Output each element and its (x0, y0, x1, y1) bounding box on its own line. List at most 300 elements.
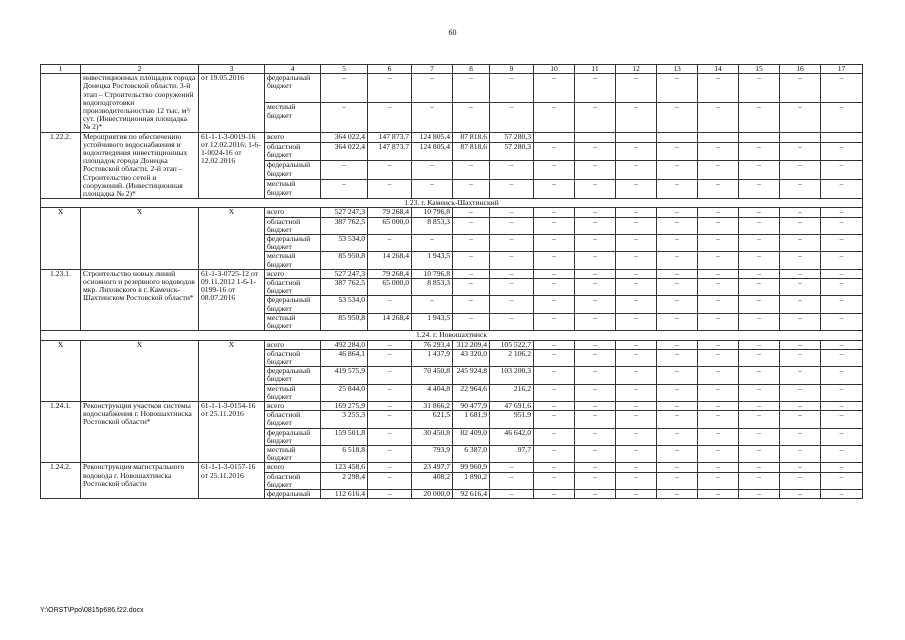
funding-source: всего (265, 132, 321, 142)
amount-cell: – (368, 445, 412, 462)
amount-cell: – (534, 313, 575, 330)
amount-cell: – (534, 489, 575, 498)
amount-cell: – (780, 313, 821, 330)
amount-cell: – (575, 142, 616, 161)
amount-cell: – (739, 313, 780, 330)
amount-cell: – (821, 103, 863, 132)
amount-cell: – (575, 384, 616, 401)
amount-cell: – (490, 463, 534, 472)
amount-cell: – (698, 217, 739, 234)
amount-cell: – (780, 367, 821, 384)
amount-cell: 124 805,4 (412, 142, 453, 161)
amount-cell: – (534, 367, 575, 384)
amount-cell (821, 132, 863, 142)
amount-cell (780, 132, 821, 142)
amount-cell: – (698, 313, 739, 330)
amount-cell: – (575, 428, 616, 445)
amount-cell: – (616, 489, 657, 498)
amount-cell: – (534, 296, 575, 313)
amount-cell: – (821, 252, 863, 269)
amount-cell: – (453, 217, 490, 234)
funding-source: местный бюджет (265, 180, 321, 199)
amount-cell: – (534, 252, 575, 269)
amount-cell: 99 960,9 (453, 463, 490, 472)
item-description: Х (81, 208, 199, 269)
amount-cell: – (490, 208, 534, 217)
amount-cell: – (575, 103, 616, 132)
amount-cell: 25 844,0 (321, 384, 368, 401)
amount-cell: – (739, 252, 780, 269)
amount-cell: – (534, 103, 575, 132)
amount-cell: – (780, 428, 821, 445)
funding-source: областной бюджет (265, 217, 321, 234)
amount-cell: 216,2 (490, 384, 534, 401)
amount-cell: 2 106,2 (490, 349, 534, 366)
amount-cell: 46 642,0 (490, 428, 534, 445)
amount-cell: – (739, 296, 780, 313)
amount-cell: – (490, 472, 534, 489)
amount-cell: – (490, 489, 534, 498)
amount-cell: 22 964,6 (453, 384, 490, 401)
amount-cell: – (821, 180, 863, 199)
amount-cell: 112 616,4 (321, 489, 368, 498)
amount-cell: 364 022,4 (321, 142, 368, 161)
amount-cell: 90 477,9 (453, 401, 490, 410)
amount-cell: – (739, 384, 780, 401)
amount-cell: – (534, 180, 575, 199)
amount-cell: – (780, 349, 821, 366)
amount-cell: – (490, 180, 534, 199)
amount-cell: – (616, 103, 657, 132)
amount-cell: – (739, 208, 780, 217)
amount-cell: – (453, 279, 490, 296)
funding-source: федеральный бюджет (265, 74, 321, 103)
amount-cell: – (368, 103, 412, 132)
amount-cell: – (698, 74, 739, 103)
amount-cell: – (616, 463, 657, 472)
amount-cell: – (698, 411, 739, 428)
amount-cell: – (780, 472, 821, 489)
table-row (41, 132, 863, 142)
col-header: 3 (199, 65, 265, 74)
amount-cell: – (739, 217, 780, 234)
amount-cell: – (780, 103, 821, 132)
col-header: 1 (41, 65, 81, 74)
amount-cell: 31 866,2 (412, 401, 453, 410)
amount-cell: – (616, 313, 657, 330)
amount-cell: – (657, 463, 698, 472)
funding-source: местный бюджет (265, 252, 321, 269)
amount-cell (534, 132, 575, 142)
amount-cell: – (368, 349, 412, 366)
amount-cell (575, 132, 616, 142)
col-header: 12 (616, 65, 657, 74)
col-header: 16 (780, 65, 821, 74)
amount-cell: 57 280,3 (490, 132, 534, 142)
item-description: Реконструкция участков системы водоснабжения г. Новошахтинска Ростовской области* (81, 401, 199, 462)
amount-cell: 6 518,8 (321, 445, 368, 462)
amount-cell: – (534, 472, 575, 489)
amount-cell: – (780, 463, 821, 472)
amount-cell: – (368, 489, 412, 498)
amount-cell: – (780, 296, 821, 313)
amount-cell: 47 691,6 (490, 401, 534, 410)
amount-cell: – (321, 74, 368, 103)
amount-cell: – (575, 296, 616, 313)
funding-source: федеральный бюджет (265, 296, 321, 313)
amount-cell: – (575, 349, 616, 366)
amount-cell: – (739, 161, 780, 180)
amount-cell: 419 575,9 (321, 367, 368, 384)
amount-cell: – (412, 235, 453, 252)
amount-cell: – (657, 313, 698, 330)
amount-cell: – (412, 103, 453, 132)
amount-cell: – (780, 401, 821, 410)
amount-cell: – (657, 161, 698, 180)
amount-cell: – (698, 296, 739, 313)
amount-cell: – (616, 411, 657, 428)
amount-cell: – (453, 296, 490, 313)
amount-cell: – (575, 252, 616, 269)
amount-cell: – (575, 208, 616, 217)
amount-cell: – (698, 489, 739, 498)
amount-cell: 85 950,8 (321, 252, 368, 269)
funding-source: местный бюджет (265, 103, 321, 132)
amount-cell: – (698, 103, 739, 132)
amount-cell: – (698, 472, 739, 489)
amount-cell: 103 200,3 (490, 367, 534, 384)
amount-cell: – (575, 180, 616, 199)
amount-cell: – (739, 74, 780, 103)
document-reference: 61-1-1-3-0157-16 от 25.11.2016 (199, 463, 265, 499)
amount-cell: 43 320,0 (453, 349, 490, 366)
amount-cell: 1 943,5 (412, 252, 453, 269)
amount-cell: – (657, 401, 698, 410)
document-reference: Х (199, 340, 265, 401)
amount-cell: 169 275,9 (321, 401, 368, 410)
amount-cell: – (780, 235, 821, 252)
amount-cell: 1 681,9 (453, 411, 490, 428)
amount-cell: 951,9 (490, 411, 534, 428)
amount-cell: – (534, 384, 575, 401)
amount-cell: – (616, 161, 657, 180)
funding-source: всего (265, 269, 321, 278)
amount-cell: – (739, 180, 780, 199)
amount-cell: – (739, 235, 780, 252)
amount-cell: – (657, 252, 698, 269)
amount-cell: – (368, 401, 412, 410)
amount-cell: – (657, 296, 698, 313)
amount-cell: – (534, 142, 575, 161)
amount-cell: – (453, 208, 490, 217)
amount-cell: – (698, 445, 739, 462)
funding-source: областной бюджет (265, 472, 321, 489)
amount-cell: – (368, 74, 412, 103)
amount-cell: – (821, 74, 863, 103)
funding-source: областной бюджет (265, 279, 321, 296)
amount-cell: – (490, 269, 534, 278)
table-row (41, 208, 863, 217)
amount-cell: 76 293,4 (412, 340, 453, 349)
funding-source: всего (265, 463, 321, 472)
amount-cell: – (490, 235, 534, 252)
table-row (41, 269, 863, 278)
amount-cell: 14 268,4 (368, 313, 412, 330)
amount-cell: – (534, 217, 575, 234)
amount-cell: – (657, 367, 698, 384)
amount-cell: 1 890,2 (453, 472, 490, 489)
funding-source: федеральный (265, 489, 321, 498)
amount-cell: – (739, 463, 780, 472)
amount-cell: – (490, 217, 534, 234)
funding-source: всего (265, 208, 321, 217)
amount-cell: 53 534,0 (321, 296, 368, 313)
amount-cell: 527 247,3 (321, 269, 368, 278)
amount-cell: – (490, 279, 534, 296)
amount-cell: – (616, 208, 657, 217)
amount-cell: – (534, 349, 575, 366)
amount-cell: – (616, 269, 657, 278)
amount-cell: – (780, 489, 821, 498)
amount-cell: – (821, 142, 863, 161)
amount-cell: – (780, 252, 821, 269)
col-header: 14 (698, 65, 739, 74)
amount-cell: – (534, 161, 575, 180)
funding-source: областной бюджет (265, 142, 321, 161)
header-row (41, 65, 863, 74)
amount-cell: – (739, 445, 780, 462)
funding-source: федеральный бюджет (265, 367, 321, 384)
amount-cell: – (698, 161, 739, 180)
amount-cell: – (616, 445, 657, 462)
amount-cell: – (821, 411, 863, 428)
amount-cell (657, 132, 698, 142)
amount-cell: – (698, 367, 739, 384)
amount-cell: 159 501,8 (321, 428, 368, 445)
amount-cell: – (575, 313, 616, 330)
col-header: 9 (490, 65, 534, 74)
amount-cell (698, 132, 739, 142)
budget-table (40, 64, 863, 499)
col-header: 2 (81, 65, 199, 74)
amount-cell: 79 268,4 (368, 208, 412, 217)
amount-cell: – (821, 445, 863, 462)
amount-cell: – (616, 428, 657, 445)
amount-cell: – (657, 411, 698, 428)
amount-cell: 124 805,4 (412, 132, 453, 142)
amount-cell: – (821, 208, 863, 217)
section-heading: 1.23. г. Каменск-Шахтинский (41, 199, 863, 208)
col-header: 6 (368, 65, 412, 74)
amount-cell: – (575, 401, 616, 410)
amount-cell: – (368, 472, 412, 489)
amount-cell: – (616, 217, 657, 234)
amount-cell: – (698, 252, 739, 269)
amount-cell: – (453, 103, 490, 132)
amount-cell: 387 762,5 (321, 279, 368, 296)
item-description: Мероприятия по обеспечению устойчивого водоснабжения и водоотведения инвестиционных площадок города Донецка Ростовской области. 2-й этап – Строительство сетей и сооружений. (Инвестиционная площадка № 2)* (81, 132, 199, 199)
amount-cell: – (657, 142, 698, 161)
amount-cell: – (821, 472, 863, 489)
item-description: инвестиционных площадок города Донецка Ростовской области. 3-й этап – Строительство сооружений водоподготовки производительностью 12 тыс. м³/сут. (Инвестиционная площадка № 2)* (81, 74, 199, 132)
col-header: 13 (657, 65, 698, 74)
table-row (41, 340, 863, 349)
table-row (41, 463, 863, 472)
amount-cell: 10 796,8 (412, 269, 453, 278)
col-header: 8 (453, 65, 490, 74)
amount-cell: – (698, 208, 739, 217)
amount-cell: – (575, 235, 616, 252)
amount-cell: 408,2 (412, 472, 453, 489)
amount-cell: – (657, 349, 698, 366)
amount-cell: – (368, 161, 412, 180)
amount-cell: – (780, 445, 821, 462)
amount-cell: – (616, 142, 657, 161)
item-number: 1.23.1. (41, 269, 81, 330)
amount-cell: – (780, 142, 821, 161)
amount-cell: – (657, 445, 698, 462)
funding-source: местный бюджет (265, 384, 321, 401)
amount-cell: 79 268,4 (368, 269, 412, 278)
amount-cell: – (780, 217, 821, 234)
amount-cell: – (739, 428, 780, 445)
amount-cell: – (575, 340, 616, 349)
amount-cell: 46 864,1 (321, 349, 368, 366)
amount-cell: – (534, 235, 575, 252)
amount-cell: – (698, 463, 739, 472)
amount-cell: – (575, 472, 616, 489)
amount-cell: – (821, 313, 863, 330)
amount-cell: – (616, 472, 657, 489)
amount-cell: – (657, 384, 698, 401)
amount-cell: 70 450,8 (412, 367, 453, 384)
document-reference: 61-1-1-3-0019-16 от 12.02.2016; 1-6-1-0024-16 от 12.02.2016 (199, 132, 265, 199)
amount-cell: – (616, 279, 657, 296)
amount-cell: – (453, 252, 490, 269)
amount-cell: 312 209,4 (453, 340, 490, 349)
amount-cell: – (368, 235, 412, 252)
amount-cell: – (821, 235, 863, 252)
page-number: 60 (448, 28, 457, 37)
col-header: 4 (265, 65, 321, 74)
amount-cell: – (412, 296, 453, 313)
amount-cell: – (575, 489, 616, 498)
funding-source: местный бюджет (265, 445, 321, 462)
amount-cell: – (616, 340, 657, 349)
amount-cell: – (321, 103, 368, 132)
amount-cell: 1 437,9 (412, 349, 453, 366)
amount-cell: – (780, 279, 821, 296)
amount-cell: – (321, 161, 368, 180)
amount-cell: – (453, 74, 490, 103)
amount-cell: – (490, 161, 534, 180)
amount-cell: – (575, 445, 616, 462)
amount-cell: – (412, 74, 453, 103)
amount-cell: – (616, 296, 657, 313)
amount-cell: 147 873,7 (368, 132, 412, 142)
funding-source: всего (265, 401, 321, 410)
amount-cell: – (616, 74, 657, 103)
amount-cell: – (412, 161, 453, 180)
amount-cell: 4 404,8 (412, 384, 453, 401)
amount-cell: – (368, 340, 412, 349)
amount-cell: 23 497,7 (412, 463, 453, 472)
amount-cell: 65 000,0 (368, 217, 412, 234)
amount-cell: 14 268,4 (368, 252, 412, 269)
amount-cell: 364 022,4 (321, 132, 368, 142)
amount-cell: – (739, 411, 780, 428)
amount-cell: – (657, 269, 698, 278)
amount-cell: – (534, 269, 575, 278)
funding-source: федеральный бюджет (265, 161, 321, 180)
amount-cell: – (616, 384, 657, 401)
funding-source: местный бюджет (265, 313, 321, 330)
amount-cell: – (490, 103, 534, 132)
col-header: 11 (575, 65, 616, 74)
amount-cell: – (490, 296, 534, 313)
amount-cell: 147 873,7 (368, 142, 412, 161)
amount-cell: – (698, 180, 739, 199)
amount-cell: – (698, 142, 739, 161)
amount-cell: – (698, 384, 739, 401)
document-reference: Х (199, 208, 265, 269)
amount-cell: – (453, 161, 490, 180)
amount-cell: – (698, 401, 739, 410)
document-reference: от 19.05.2016 (199, 74, 265, 132)
amount-cell: – (698, 269, 739, 278)
document-reference: 61-1-1-3-0154-16 от 25.11.2016 (199, 401, 265, 462)
amount-cell: – (575, 411, 616, 428)
amount-cell: – (534, 428, 575, 445)
file-path-footer: Y:\ORST\Ppo\0815p686.f22.docx (40, 607, 144, 614)
col-header: 5 (321, 65, 368, 74)
amount-cell: – (739, 142, 780, 161)
document-reference: 61-1-3-0725-12 от 09.11.2012 1-6-1-0199-16 от 08.07.2016 (199, 269, 265, 330)
amount-cell: – (616, 180, 657, 199)
amount-cell: – (780, 208, 821, 217)
amount-cell: – (657, 208, 698, 217)
amount-cell: – (534, 401, 575, 410)
amount-cell: – (657, 235, 698, 252)
table-row (41, 74, 863, 103)
item-number: 1.24.2. (41, 463, 81, 499)
amount-cell: – (821, 349, 863, 366)
amount-cell: – (657, 340, 698, 349)
item-number (41, 74, 81, 132)
amount-cell: – (821, 161, 863, 180)
amount-cell: – (739, 340, 780, 349)
amount-cell: – (739, 401, 780, 410)
item-description: Реконструкция магистрального водовода г. Новошахтинска Ростовской области (81, 463, 199, 499)
amount-cell: 245 924,8 (453, 367, 490, 384)
col-header: 7 (412, 65, 453, 74)
amount-cell: – (575, 217, 616, 234)
amount-cell: – (657, 103, 698, 132)
item-number: 1.22.2. (41, 132, 81, 199)
amount-cell: – (780, 411, 821, 428)
amount-cell: – (698, 235, 739, 252)
section-heading-row (41, 199, 863, 208)
item-description: Строительство новых линий основного и резервного водоводов мкр. Лиховского в г. Каменск-Шахтинском Ростовской области* (81, 269, 199, 330)
amount-cell: – (739, 279, 780, 296)
amount-cell: – (821, 489, 863, 498)
amount-cell: 97,7 (490, 445, 534, 462)
amount-cell: 8 853,3 (412, 217, 453, 234)
amount-cell: – (698, 349, 739, 366)
amount-cell: – (490, 313, 534, 330)
item-number: Х (41, 208, 81, 269)
amount-cell: – (575, 367, 616, 384)
